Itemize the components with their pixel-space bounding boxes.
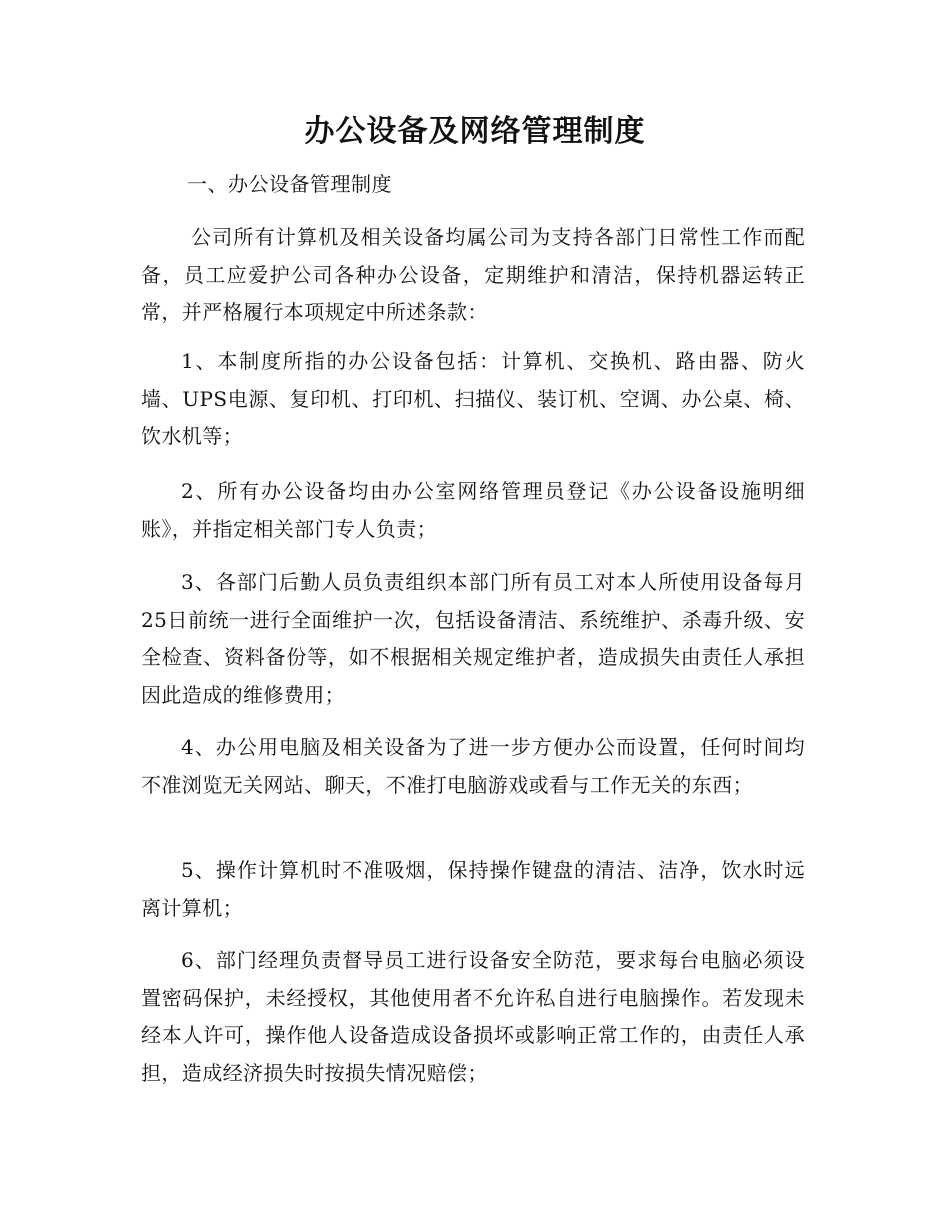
section-heading: 一、办公设备管理制度 xyxy=(187,172,392,196)
document-title: 办公设备及网络管理制度 xyxy=(304,114,646,149)
clause-3: 3、各部门后勤人员负责组织本部门所有员工对本人所使用设备每月25日前统一进行全面维护一次，包括设备清洁、系统维护、杀毒升级、安全检查、资料备份等，如不根据相关规定维护者，造成损失由责任人承担因此造成的维修费用； xyxy=(141,570,805,707)
intro-paragraph: 公司所有计算机及相关设备均属公司为支持各部门日常性工作而配备，员工应爱护公司各种办公设备，定期维护和清洁，保持机器运转正常，并严格履行本项规定中所述条款： xyxy=(141,225,805,324)
clause-6: 6、部门经理负责督导员工进行设备安全防范，要求每台电脑必须设置密码保护，未经授权，其他使用者不允许私自进行电脑操作。若发现未经本人许可，操作他人设备造成设备损坏或影响正常工作的，由责任人承担，造成经济损失时按损失情况赔偿； xyxy=(141,948,805,1085)
clause-5: 5、操作计算机时不准吸烟，保持操作键盘的清洁、洁净，饮水时远离计算机； xyxy=(141,858,805,920)
clause-1: 1、本制度所指的办公设备包括：计算机、交换机、路由器、防火墙、UPS电源、复印机、打印机、扫描仪、装订机、空调、办公桌、椅、饮水机等； xyxy=(141,349,805,448)
clause-2: 2、所有办公设备均由办公室网络管理员登记《办公设备设施明细账》，并指定相关部门专人负责； xyxy=(141,479,805,541)
clause-4: 4、办公用电脑及相关设备为了进一步方便办公而设置，任何时间均不准浏览无关网站、聊天，不准打电脑游戏或看与工作无关的东西； xyxy=(141,735,805,797)
